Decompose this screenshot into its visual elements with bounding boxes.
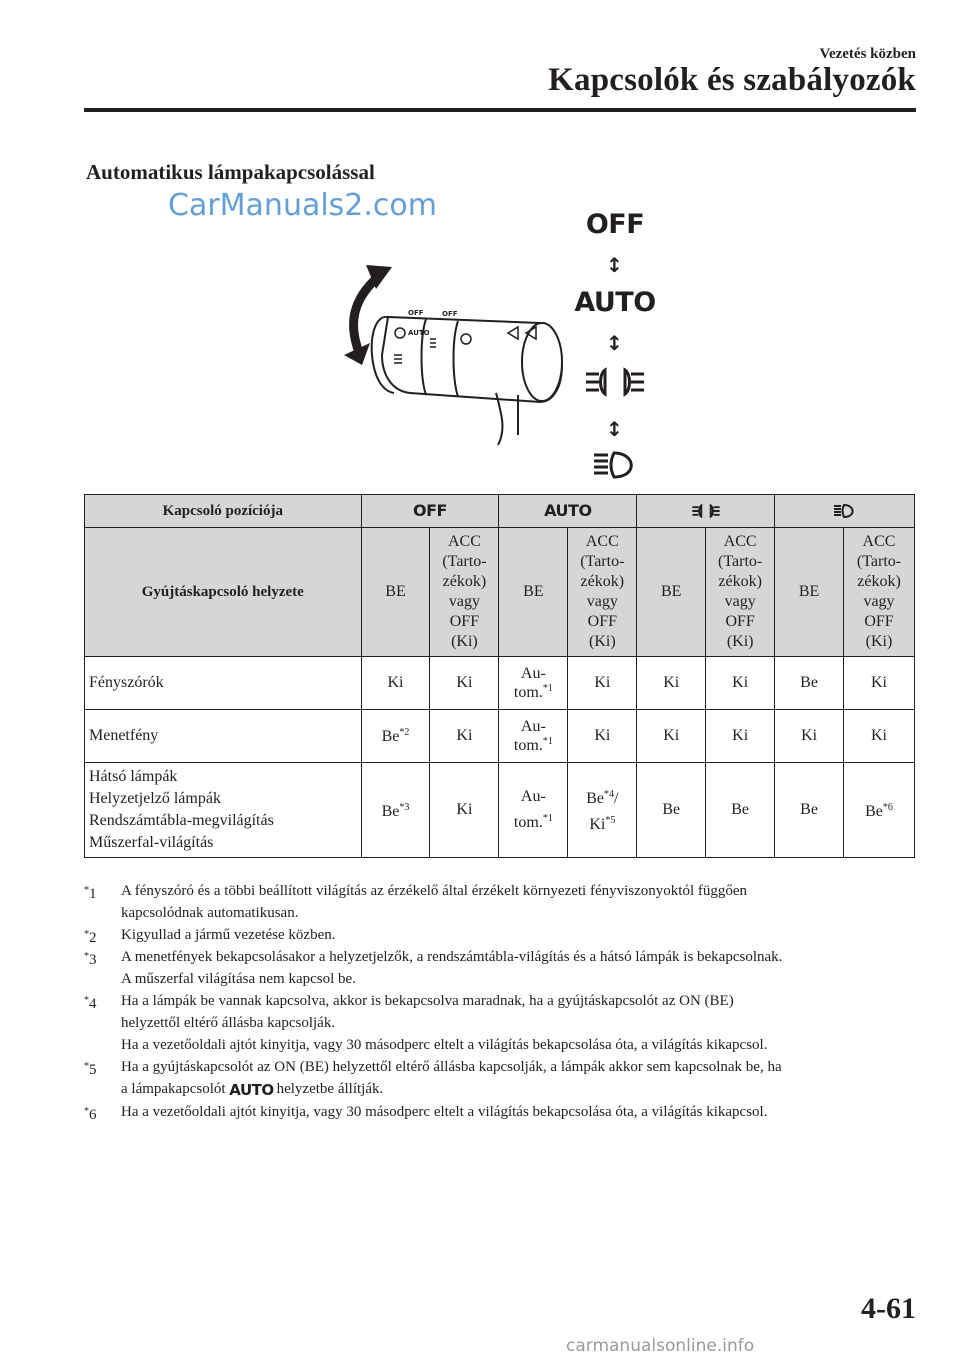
footnotes <box>84 880 919 1123</box>
mode-off-label: OFF <box>585 209 645 240</box>
ign-acc: ACC (Tarto- zékok) vagy OFF (Ki) <box>430 528 499 657</box>
auto-header-label: AUTO <box>544 501 592 520</box>
watermark-top: CarManuals2.com <box>168 188 438 223</box>
ignition-row <box>85 528 915 657</box>
stalk-off-label-b: OFF <box>442 310 458 318</box>
table-cell: Au- tom.$^{*1}$ <box>499 763 568 858</box>
col-auto <box>499 495 637 528</box>
table-cell: Be <box>706 763 775 858</box>
table-cell: Be <box>775 763 844 858</box>
section-title: Automatikus lámpakapcsolással <box>86 160 375 184</box>
updown-arrow-icon: ↕ <box>606 253 623 277</box>
ign-be: BE <box>361 528 430 657</box>
switch-position-caption: Kapcsoló pozíciója <box>85 495 362 528</box>
header-section: Vezetés közben <box>819 46 916 62</box>
footnote: *1 A fényszóró és a többi beállított világítás az érzékelő által érzékelt környezeti fényviszonyoktól függően kapcsolódnak automatikusan. <box>84 883 748 921</box>
table-header-row <box>85 495 915 528</box>
table-cell: Ki <box>568 657 637 710</box>
table-cell: Ki <box>844 657 915 710</box>
table-cell: Be$^{*4}$/ Ki$^{*5}$ <box>568 763 637 858</box>
table-cell: Be$^{*3}$ <box>361 763 430 858</box>
table-cell: Ki <box>706 657 775 710</box>
table-row <box>85 763 915 858</box>
header-rule <box>84 108 916 112</box>
footnote: *3 A menetfények bekapcsolásakor a helyzetjelzők, a rendszámtábla-világítás és a hátsó lámpák is bekapcsolnak. A műszerfal világítása nem kapcsol be. <box>84 949 783 987</box>
table-cell: Au- tom.$^{*1}$ <box>499 710 568 763</box>
table-cell: Be$^{*6}$ <box>844 763 915 858</box>
ign-be: BE <box>637 528 706 657</box>
ign-be: BE <box>775 528 844 657</box>
headlight-icon <box>832 503 858 519</box>
updown-arrow-icon: ↕ <box>606 331 623 355</box>
footnote: *6 Ha a vezetőoldali ajtót kinyitja, vagy 30 másodperc eltelt a világítás bekapcsolása óta, a világítás kikapcsol. <box>84 1104 768 1123</box>
row-label: Menetfény <box>85 710 362 763</box>
table-cell: Ki <box>430 763 499 858</box>
table-cell: Ki <box>430 657 499 710</box>
parking-lights-icon <box>689 503 723 519</box>
light-stalk-illustration <box>330 205 570 445</box>
table-cell: Ki <box>361 657 430 710</box>
table-cell: Ki <box>637 657 706 710</box>
stalk-off-label-a: OFF <box>408 309 424 317</box>
table-row <box>85 710 915 763</box>
table-cell: Ki <box>844 710 915 763</box>
table-cell: Au- tom.$^{*1}$ <box>499 657 568 710</box>
parking-lights-icon <box>580 365 650 399</box>
table-cell: Be$^{*2}$ <box>361 710 430 763</box>
ignition-caption: Gyújtáskapcsoló helyzete <box>85 528 362 657</box>
table-cell: Ki <box>775 710 844 763</box>
mode-sequence <box>560 205 670 480</box>
col-parking-lights <box>637 495 775 528</box>
col-headlights <box>775 495 915 528</box>
row-label: Hátsó lámpák Helyzetjelző lámpák Rendszámtábla-megvilágítás Műszerfal-világítás <box>85 763 362 858</box>
footnote: *2 Kigyullad a jármű vezetése közben. <box>84 927 336 946</box>
light-switch-table <box>84 494 915 858</box>
updown-arrow-icon: ↕ <box>606 417 623 441</box>
table-cell: Ki <box>706 710 775 763</box>
table-cell: Ki <box>430 710 499 763</box>
ign-be: BE <box>499 528 568 657</box>
table-cell: Be <box>637 763 706 858</box>
ign-acc: ACC (Tarto- zékok) vagy OFF (Ki) <box>568 528 637 657</box>
auto-inline-label: AUTO <box>229 1081 274 1099</box>
table-cell: Ki <box>637 710 706 763</box>
headlight-icon <box>590 449 642 481</box>
row-label: Fényszórók <box>85 657 362 710</box>
page-number: 4-61 <box>861 1292 916 1325</box>
ign-acc: ACC (Tarto- zékok) vagy OFF (Ki) <box>844 528 915 657</box>
footnote: *5 Ha a gyújtáskapcsolót az ON (BE) helyzettől eltérő állásba kapcsolják, a lámpák akkor sem kapcsolnak be, ha a lámpakapcsolót AUTO helyzetbe állítják. <box>84 1059 782 1099</box>
off-header-label: OFF <box>412 501 447 520</box>
table-cell: Ki <box>568 710 637 763</box>
mode-auto-label: AUTO <box>574 287 656 318</box>
watermark-bottom: carmanualsonline.info <box>566 1336 755 1356</box>
stalk-auto-label: AUTO <box>408 329 430 337</box>
ign-acc: ACC (Tarto- zékok) vagy OFF (Ki) <box>706 528 775 657</box>
page-title: Kapcsolók és szabályozók <box>548 62 916 98</box>
footnote: *4 Ha a lámpák be vannak kapcsolva, akkor is bekapcsolva maradnak, ha a gyújtáskapcsolót az ON (BE) helyzettől eltérő állásba kapcsolják. Ha a vezetőoldali ajtót kinyitja, vagy 30 másodperc eltelt a világítás bekapcsolása óta, a világítás kikapcsol. <box>84 993 768 1053</box>
table-cell: Be <box>775 657 844 710</box>
table-row <box>85 657 915 710</box>
col-off <box>361 495 499 528</box>
